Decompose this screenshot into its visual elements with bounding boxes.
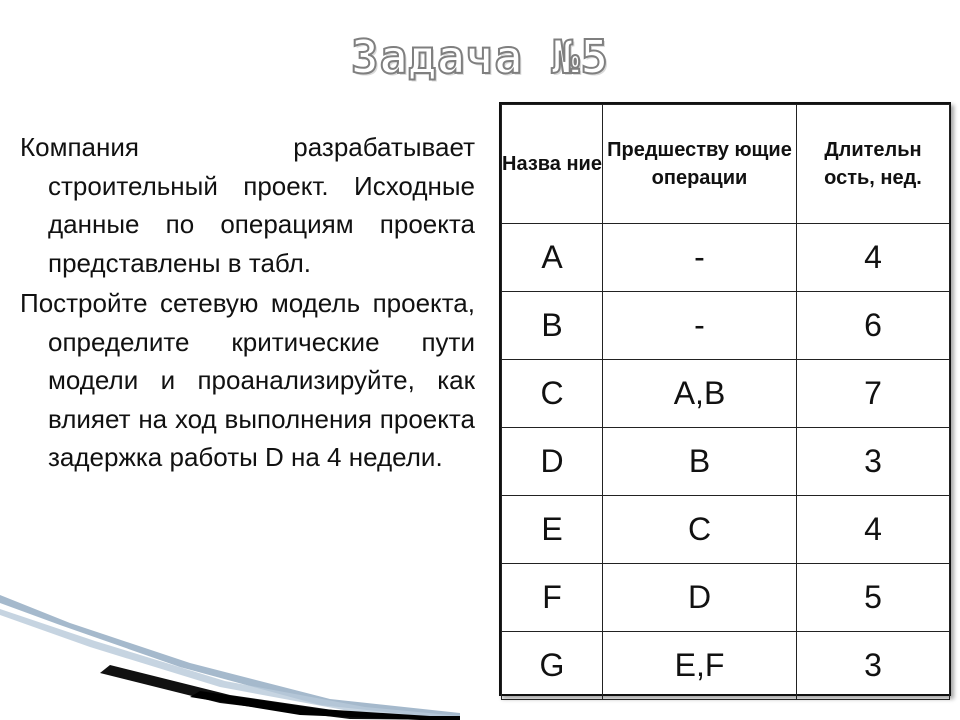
task-paragraph-2: Постройте сетевую модель проекта, определите критические пути модели и проанализируйте, как влияет на ход выполнения проекта задержка работы D на 4 недели. [20,288,475,472]
table-row [502,632,950,700]
header-predecessors: Предшеству ющие операции [603,105,797,224]
cell-operation: E [502,496,603,564]
table-header-row [502,105,950,224]
cell-predecessors: A,B [603,360,797,428]
table-row [502,496,950,564]
table-row [502,564,950,632]
operations-table-frame [499,102,951,696]
table-row [502,428,950,496]
cell-predecessors: - [603,224,797,292]
cell-operation: D [502,428,603,496]
cell-operation: C [502,360,603,428]
task-description [20,128,475,479]
operations-table [501,104,950,700]
cell-duration: 5 [797,564,950,632]
cell-operation: G [502,632,603,700]
cell-predecessors: D [603,564,797,632]
cell-duration: 6 [797,292,950,360]
slide-title: Задача №5 [350,30,610,84]
task-paragraph-1: Компания разрабатывает строительный проект. Исходные данные по операциям проекта представлены в табл. [20,132,475,278]
table-row [502,292,950,360]
cell-predecessors: - [603,292,797,360]
cell-operation: F [502,564,603,632]
cell-operation: A [502,224,603,292]
decorative-swoosh [0,595,460,720]
cell-duration: 4 [797,496,950,564]
cell-operation: B [502,292,603,360]
cell-predecessors: B [603,428,797,496]
cell-duration: 4 [797,224,950,292]
table-row [502,360,950,428]
cell-duration: 3 [797,632,950,700]
cell-duration: 7 [797,360,950,428]
cell-predecessors: C [603,496,797,564]
header-duration: Длительн ость, нед. [797,105,950,224]
header-name: Назва ние [502,105,603,224]
table-row [502,224,950,292]
cell-predecessors: E,F [603,632,797,700]
cell-duration: 3 [797,428,950,496]
